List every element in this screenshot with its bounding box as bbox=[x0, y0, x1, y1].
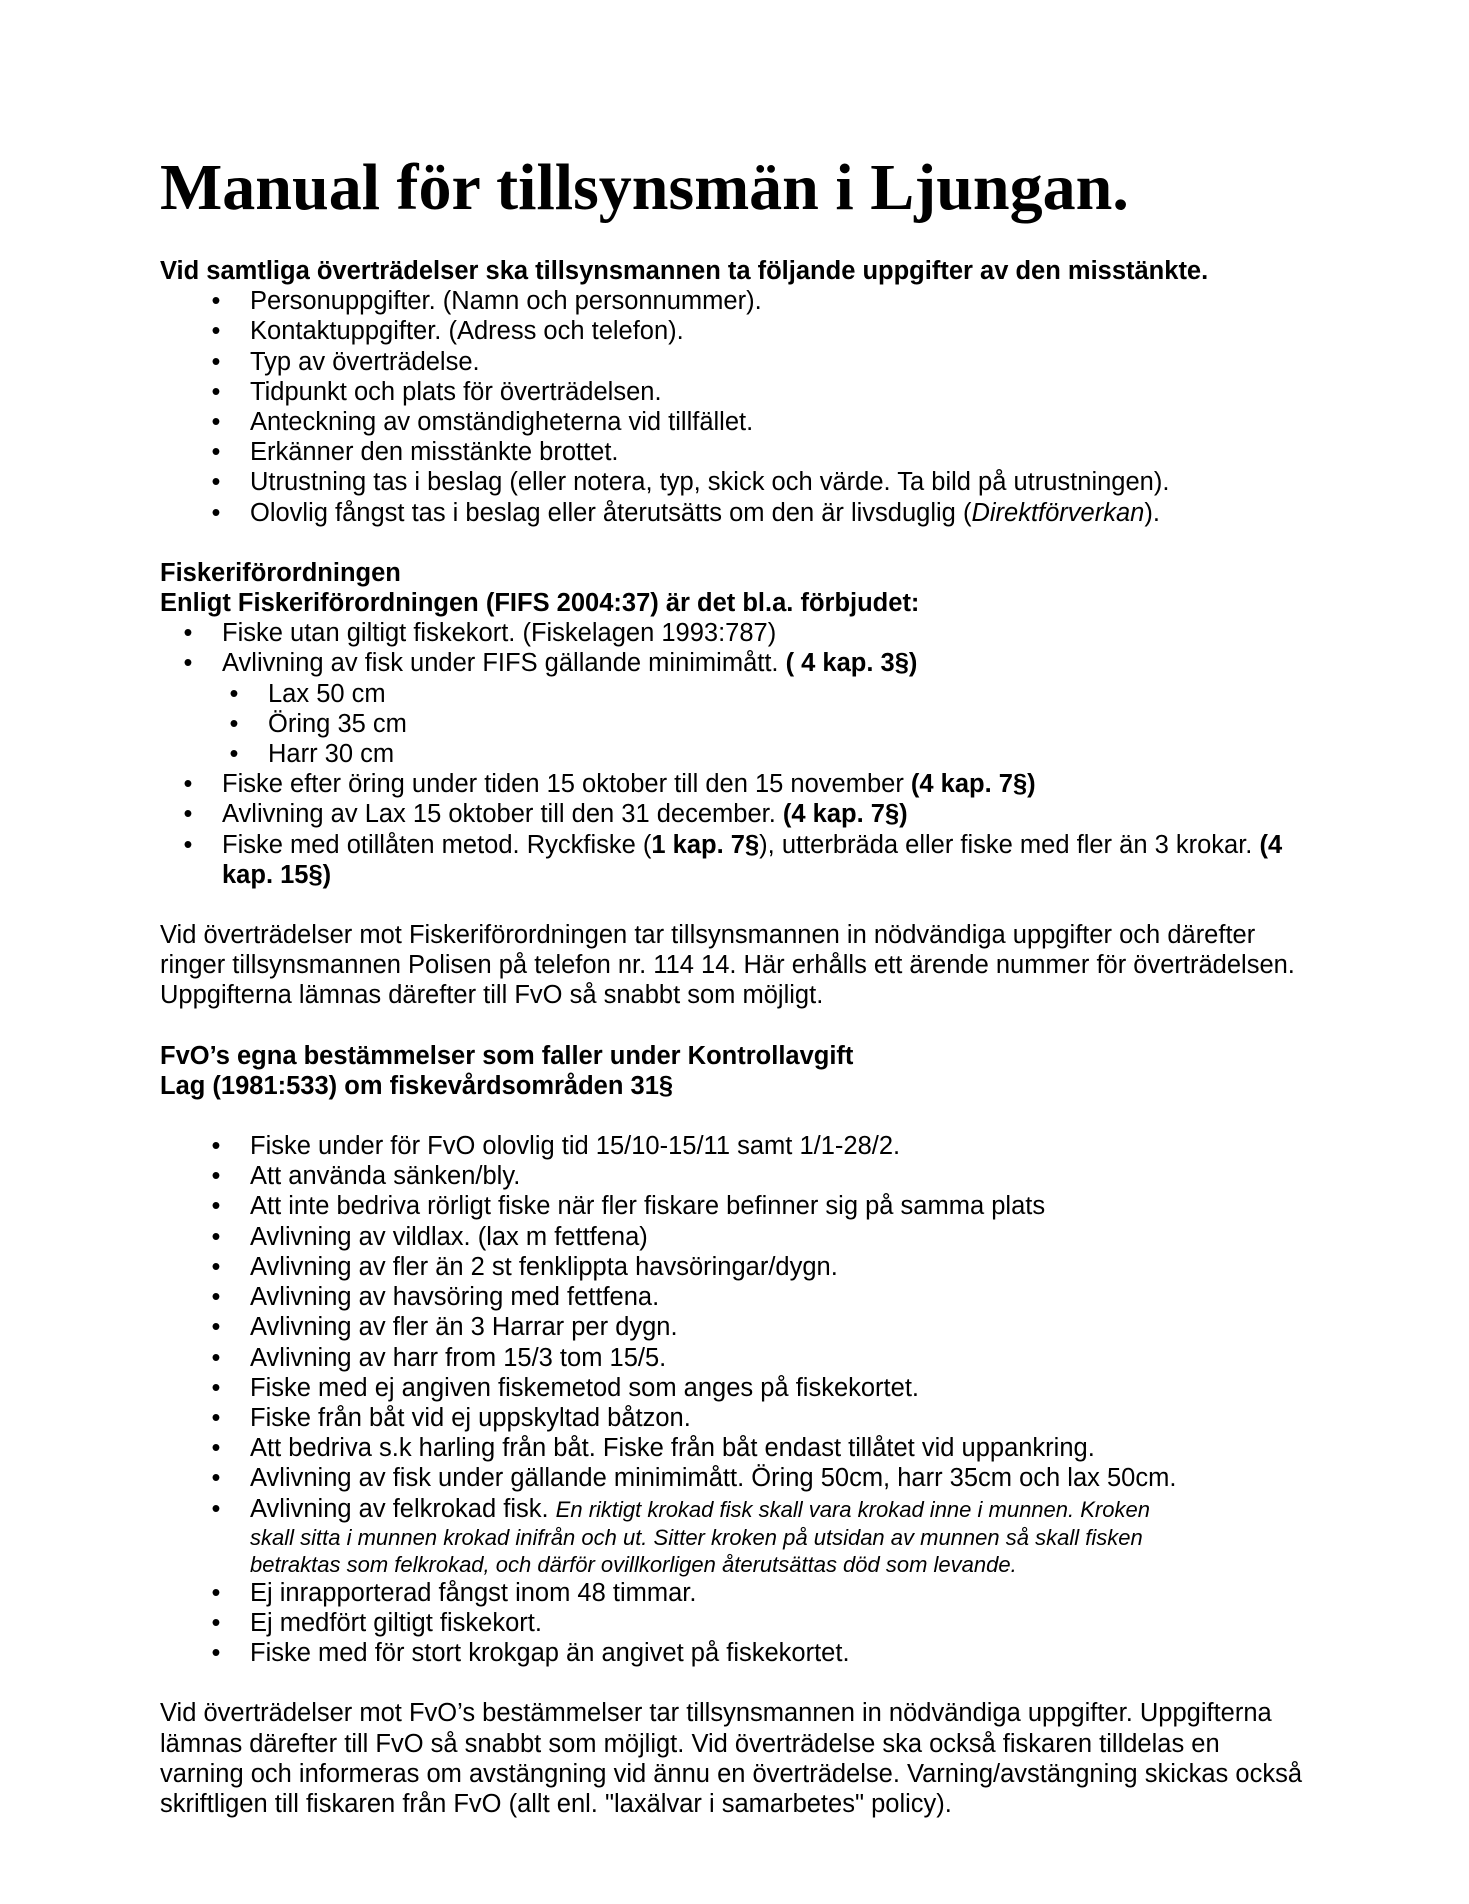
bullet: • bbox=[211, 1252, 221, 1281]
list-item: • Avlivning av felkrokad fisk. En riktigt krokad fisk skall vara krokad inne i munnen. Kroken skall sitta i munnen krokad inifrån och ut. Sitter kroken på utsidan av munnen så skall fisken betraktas som felkrokad, och därför ovillkorligen återutsättas död som levande. bbox=[250, 1494, 1310, 1578]
list-item: • Avlivning av vildlax. (lax m fettfena) bbox=[250, 1222, 1310, 1252]
section3-subheading: Lag (1981:533) om fiskevårdsområden 31§ bbox=[160, 1071, 674, 1100]
list-item: • Fiske från båt vid ej uppskyltad båtzon. bbox=[250, 1403, 1310, 1433]
felkrokad-note: En riktigt krokad fisk skall vara krokad inne i munnen. Kroken bbox=[555, 1496, 1150, 1522]
bullet: • bbox=[183, 830, 193, 859]
bullet: • bbox=[229, 740, 239, 769]
bullet: • bbox=[211, 1578, 221, 1607]
section3-heading: FvO’s egna bestämmelser som faller under Kontrollavgift bbox=[160, 1041, 854, 1070]
list-item: • Olovlig fångst tas i beslag eller återutsätts om den är livsduglig (Direktförverkan). bbox=[250, 498, 1310, 528]
bullet: • bbox=[211, 1132, 221, 1161]
list-item: • Avlivning av fler än 2 st fenklippta havsöringar/dygn. bbox=[250, 1252, 1310, 1282]
bullet: • bbox=[211, 1494, 221, 1523]
bullet: • bbox=[183, 649, 193, 678]
list-item: • Fiske med ej angiven fiskemetod som anges på fiskekortet. bbox=[250, 1373, 1310, 1403]
list-item: • Lax 50 cm bbox=[268, 679, 1310, 709]
bullet: • bbox=[183, 800, 193, 829]
list-item: • Kontaktuppgifter. (Adress och telefon). bbox=[250, 316, 1310, 346]
list-item: • Avlivning av fisk under gällande minimimått. Öring 50cm, harr 35cm och lax 50cm. bbox=[250, 1463, 1310, 1493]
bullet: • bbox=[211, 317, 221, 346]
list-item: • Avlivning av harr from 15/3 tom 15/5. bbox=[250, 1343, 1310, 1373]
list-item: • Avlivning av fler än 3 Harrar per dygn. bbox=[250, 1312, 1310, 1342]
felkrokad-note-line2: skall sitta i munnen krokad inifrån och ut. Sitter kroken på utsidan av munnen så skall fisken bbox=[250, 1524, 1143, 1550]
list-item: • Avlivning av fisk under FIFS gällande minimimått. ( 4 kap. 3§) • Lax 50 cm • Öring 35 cm • Harr 30 cm bbox=[222, 648, 1310, 769]
bullet: • bbox=[211, 347, 221, 376]
list-item: • Avlivning av Lax 15 oktober till den 31 december. (4 kap. 7§) bbox=[222, 799, 1310, 829]
section2-paragraph: Vid överträdelser mot Fiskeriförordningen tar tillsynsmannen in nödvändiga uppgifter och därefter ringer tillsynsmannen Polisen på telefon nr. 114 14. Här erhålls ett ärende nummer för överträdelsen. Uppgifterna lämnas därefter till FvO så snabbt som möjligt. bbox=[160, 921, 1295, 1010]
bullet: • bbox=[211, 1283, 221, 1312]
bullet: • bbox=[211, 1192, 221, 1221]
list-item: • Fiske utan giltigt fiskekort. (Fiskelagen 1993:787) bbox=[222, 618, 1310, 648]
bullet: • bbox=[211, 1162, 221, 1191]
bullet: • bbox=[183, 619, 193, 648]
list-item: • Att inte bedriva rörligt fiske när fler fiskare befinner sig på samma plats bbox=[250, 1191, 1310, 1221]
list-item: • Typ av överträdelse. bbox=[250, 347, 1310, 377]
list-item: • Anteckning av omständigheterna vid tillfället. bbox=[250, 407, 1310, 437]
bullet: • bbox=[211, 1222, 221, 1251]
bullet: • bbox=[211, 498, 221, 527]
bullet: • bbox=[211, 1434, 221, 1463]
list-item: • Ej inrapporterad fångst inom 48 timmar. bbox=[250, 1578, 1310, 1608]
bullet: • bbox=[229, 679, 239, 708]
bullet: • bbox=[211, 1608, 221, 1637]
felkrokad-note-line3: betraktas som felkrokad, och därför ovillkorligen återutsättas död som levande. bbox=[250, 1551, 1017, 1577]
list-item: • Erkänner den misstänkte brottet. bbox=[250, 437, 1310, 467]
bullet: • bbox=[211, 1373, 221, 1402]
section2-list bbox=[160, 618, 1310, 890]
list-item: • Utrustning tas i beslag (eller notera, typ, skick och värde. Ta bild på utrustningen). bbox=[250, 467, 1310, 497]
bullet: • bbox=[211, 468, 221, 497]
bullet: • bbox=[183, 770, 193, 799]
list-item: • Att bedriva s.k harling från båt. Fiske från båt endast tillåtet vid uppankring. bbox=[250, 1433, 1310, 1463]
page-title: Manual för tillsynsmän i Ljungan. bbox=[160, 151, 1129, 224]
section2-heading: Fiskeriförordningen bbox=[160, 558, 401, 587]
bullet: • bbox=[211, 1343, 221, 1372]
list-item: • Fiske med för stort krokgap än angivet på fiskekortet. bbox=[250, 1638, 1310, 1668]
bullet: • bbox=[211, 1313, 221, 1342]
bullet: • bbox=[229, 709, 239, 738]
section1-heading: Vid samtliga överträdelser ska tillsynsmannen ta följande uppgifter av den misstänkte. bbox=[160, 257, 1209, 285]
bullet: • bbox=[211, 438, 221, 467]
section3-list bbox=[160, 1131, 1310, 1668]
list-item: • Tidpunkt och plats för överträdelsen. bbox=[250, 377, 1310, 407]
list-item: • Fiske med otillåten metod. Ryckfiske (1 kap. 7§), utterbräda eller fiske med fler än 3 krokar. (4 kap. 15§) bbox=[222, 830, 1310, 890]
size-sublist bbox=[222, 679, 1310, 770]
list-item: • Personuppgifter. (Namn och personnummer). bbox=[250, 286, 1310, 316]
list-item: • Fiske under för FvO olovlig tid 15/10-15/11 samt 1/1-28/2. bbox=[250, 1131, 1310, 1161]
section2-subheading: Enligt Fiskeriförordningen (FIFS 2004:37) är det bl.a. förbjudet: bbox=[160, 589, 920, 618]
bullet: • bbox=[211, 1464, 221, 1493]
list-item: • Öring 35 cm bbox=[268, 709, 1310, 739]
section3-paragraph: Vid överträdelser mot FvO’s bestämmelser tar tillsynsmannen in nödvändiga uppgifter. Uppgifterna lämnas därefter till FvO så snabbt som möjligt. Vid överträdelse ska också fiskaren tilldelas en varning och informeras om avstängning vid ännu en överträdelse. Varning/avstängning skickas också skriftligen till fiskaren från FvO (allt enl. "laxälvar i samarbetes" policy). bbox=[160, 1699, 1302, 1818]
bullet: • bbox=[211, 408, 221, 437]
document-page bbox=[160, 150, 1310, 1819]
list-item: • Ej medfört giltigt fiskekort. bbox=[250, 1608, 1310, 1638]
bullet: • bbox=[211, 287, 221, 316]
list-item: • Avlivning av havsöring med fettfena. bbox=[250, 1282, 1310, 1312]
bullet: • bbox=[211, 1639, 221, 1668]
bullet: • bbox=[211, 377, 221, 406]
bullet: • bbox=[211, 1403, 221, 1432]
section1-list bbox=[160, 286, 1310, 528]
list-item: • Fiske efter öring under tiden 15 oktober till den 15 november (4 kap. 7§) bbox=[222, 769, 1310, 799]
list-item: • Harr 30 cm bbox=[268, 739, 1310, 769]
list-item: • Att använda sänken/bly. bbox=[250, 1161, 1310, 1191]
